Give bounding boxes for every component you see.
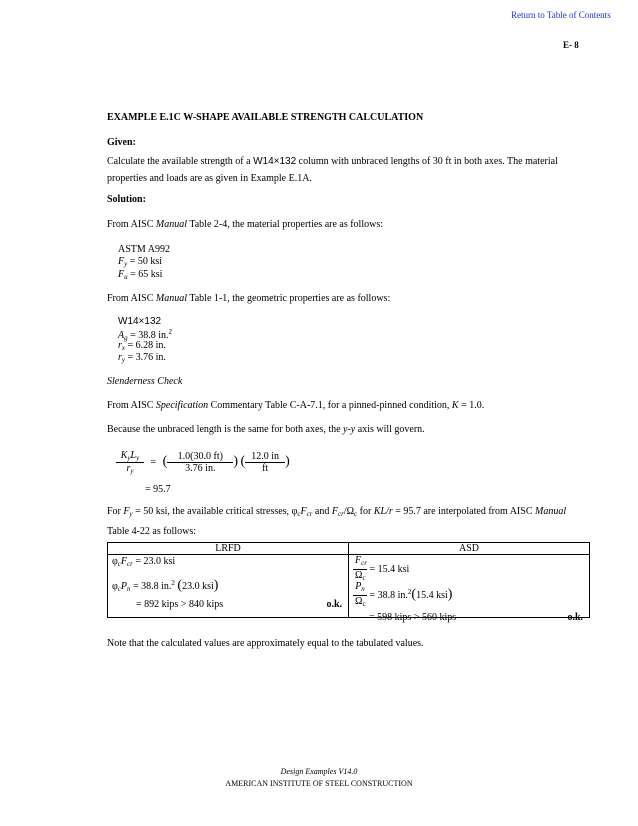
given-text-2: column with unbraced lengths of 30 ft in both axes. The material properties and loads are as given in Example E.1A. xyxy=(107,156,558,184)
ry-value: = 3.76 in. xyxy=(125,352,166,363)
lrfd-pn: = 38.8 in. xyxy=(130,581,172,592)
spec-pre: From AISC xyxy=(107,400,156,411)
spec-paragraph xyxy=(107,400,484,411)
footer-org: AMERICAN INSTITUTE OF STEEL CONSTRUCTION xyxy=(225,779,413,788)
fu-line: $F_u = 65$ ksi xyxy=(118,269,163,281)
eq-den-1: 3.76 in. xyxy=(185,463,216,474)
rx-value: = 6.28 in. xyxy=(125,340,166,351)
lrfd-pn-stress: 23.0 ksi xyxy=(182,581,214,592)
govern-paragraph xyxy=(107,424,425,435)
footer-title: Design Examples V14.0 xyxy=(280,767,358,776)
govern-axis: y-y xyxy=(343,424,356,435)
asd-result: = 598 kips > 560 kips xyxy=(369,612,457,623)
astm-grade: ASTM A992 xyxy=(118,244,170,255)
example-title: EXAMPLE E.1C W-SHAPE AVAILABLE STRENGTH CALCULATION xyxy=(107,112,424,123)
eq-num-1: 1.0(30.0 ft) xyxy=(167,451,233,463)
govern-post: axis will govern. xyxy=(355,424,425,435)
ry-line: $r_y = 3.76$ in. xyxy=(118,352,166,364)
solution-label: Solution: xyxy=(107,194,146,205)
shape-designation: W14×132 xyxy=(118,316,162,327)
geometric-intro xyxy=(107,293,390,304)
equation-result: = 95.7 xyxy=(145,484,171,495)
ag-line: $A_g = 38.8$ in.$^2$ xyxy=(118,328,173,342)
spec-word: Specification xyxy=(155,400,209,411)
asd-pn: = 38.8 in. xyxy=(369,589,408,601)
material-intro-manual: Manual xyxy=(155,219,188,230)
eq-num-2: 12.0 in xyxy=(245,451,285,463)
lrfd-fcr: = 23.0 ksi xyxy=(132,556,176,567)
geometric-intro-post: Table 1-1, the geometric properties are as follows: xyxy=(187,293,391,304)
material-intro xyxy=(107,219,383,230)
asd-cell: $\frac{F_{cr}}{\Omega_c}$ = 15.4 ksi $\frac{P_n}{\Omega_c}$ = 38.8 in.$^2$(15.4 ksi) = 598 kips > 560 kips o.k. xyxy=(349,555,590,618)
geometric-intro-pre: From AISC xyxy=(107,293,156,304)
asd-fcr: = 15.4 ksi xyxy=(369,563,410,575)
spec-post2: = 1.0. xyxy=(458,400,485,411)
asd-header: ASD xyxy=(349,543,590,555)
given-shape: W14×132 xyxy=(253,156,297,167)
fy-value: = 50 ksi xyxy=(127,256,163,267)
slenderness-heading: Slenderness Check xyxy=(107,376,183,387)
lrfd-cell: $\varphi_cF_{cr} = 23.0$ ksi $\varphi_cP_n = 38.8$ in.$^2$ (23.0 ksi) = 892 kips > 840 kips o.k. xyxy=(108,555,349,618)
slenderness-equation: $\frac{K_yL_y}{r_y}$ = ( $\frac{1.0(30.0 ft)}{3.76 in.}$ ) ( $\frac{12.0 in}{ft}$ ) xyxy=(116,450,290,475)
given-label: Given: xyxy=(107,137,136,148)
lrfd-ok: o.k. xyxy=(326,599,342,610)
fy-line: $F_y = 50$ ksi xyxy=(118,256,163,268)
material-intro-post: Table 2-4, the material properties are as follows: xyxy=(187,219,384,230)
given-text-1: Calculate the available strength of a xyxy=(107,156,254,167)
material-intro-pre: From AISC xyxy=(107,219,156,230)
asd-pn-stress: 15.4 ksi xyxy=(416,589,448,601)
page-number: E- 8 xyxy=(563,40,579,50)
geometric-intro-manual: Manual xyxy=(155,293,188,304)
govern-pre: Because the unbraced length is the same for both axes, the xyxy=(107,424,344,435)
spec-k: K xyxy=(451,400,459,411)
spec-post: Commentary Table C-A-7.1, for a pinned-pinned condition, xyxy=(208,400,452,411)
ag-value: = 38.8 in. xyxy=(127,330,169,341)
lrfd-header: LRFD xyxy=(108,543,349,555)
lrfd-asd-table xyxy=(107,542,590,623)
interp-paragraph: For $F_y = 50$ ksi, the available critical stresses, $\varphi_cF_{cr}$ and $F_{cr}/\Omega_c$ for KL/r = 95.7 are interpolated from AISC Manual Table 4-22 as follows: xyxy=(107,506,567,537)
asd-ok: o.k. xyxy=(567,612,583,623)
return-to-toc-link[interactable]: Return to Table of Contents xyxy=(511,10,611,20)
fu-value: = 65 ksi xyxy=(127,269,163,280)
given-paragraph xyxy=(107,153,589,187)
note-paragraph: Note that the calculated values are approximately equal to the tabulated values. xyxy=(107,638,424,649)
eq-den-2: ft xyxy=(262,463,269,474)
rx-line: $r_x = 6.28$ in. xyxy=(118,340,166,352)
lrfd-result: = 892 kips > 840 kips xyxy=(136,599,224,610)
